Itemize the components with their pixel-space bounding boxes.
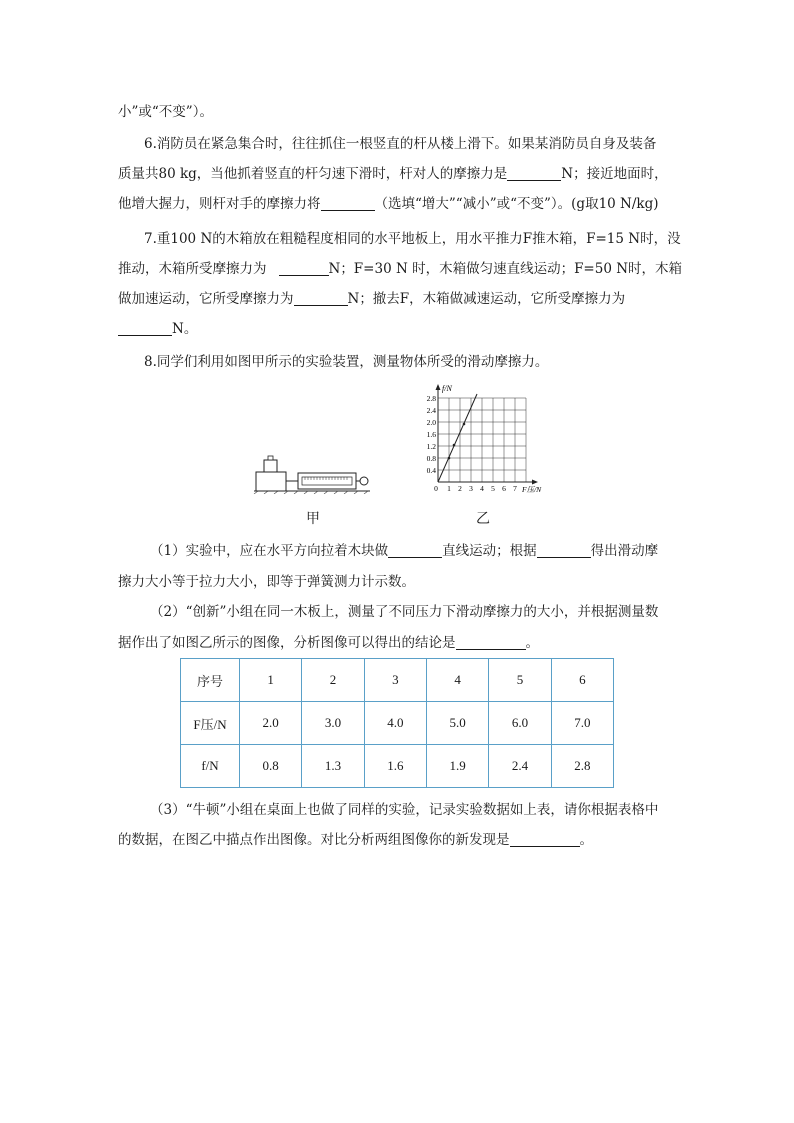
table-cell: 1: [240, 659, 302, 702]
answer-blank[interactable]: [510, 832, 580, 847]
y-tick-label: 0.8: [426, 454, 436, 463]
table-cell: 1.6: [364, 745, 426, 788]
y-tick-label: 1.2: [426, 442, 436, 451]
y-tick-label: 0.4: [426, 466, 436, 475]
q8-part3-line2: 的数据，在图乙中描点作出图像。对比分析两组图像你的新发现是 。: [118, 832, 593, 848]
data-point: [463, 423, 466, 426]
table-cell: 5.0: [426, 702, 488, 745]
x-tick-label: 5: [491, 484, 495, 493]
answer-blank[interactable]: [507, 166, 561, 181]
table-cell: 3: [364, 659, 426, 702]
q8-part1-line2: 擦力大小等于拉力大小，即等于弹簧测力计示数。: [118, 574, 415, 590]
data-point: [453, 444, 456, 447]
table-cell: 1.9: [426, 745, 488, 788]
q5-tail: 小”或“不变”）。: [118, 104, 213, 120]
answer-blank[interactable]: [321, 196, 375, 211]
q8-intro: 8.同学们利用如图甲所示的实验装置，测量物体所受的滑动摩擦力。: [144, 354, 549, 370]
table-row: [181, 745, 614, 788]
x-axis-label: F压/N: [522, 485, 542, 494]
q6-line2: 质量共80 kg，当他抓着竖直的杆匀速下滑时，杆对人的摩擦力是 N；接近地面时，: [118, 166, 668, 182]
caption-jia: 甲: [306, 511, 320, 527]
table-cell: 6.0: [489, 702, 551, 745]
table-row: [181, 659, 614, 702]
table-row: [181, 702, 614, 745]
q6-line1: 6.消防员在紧急集合时，往往抓住一根竖直的杆从楼上滑下。如果某消防员自身及装备: [144, 136, 657, 152]
table-cell: 1.3: [302, 745, 364, 788]
x-tick-label: 6: [502, 484, 506, 493]
friction-graph: [418, 382, 552, 496]
x-tick-label: 2: [458, 484, 462, 493]
table-cell: 2.4: [489, 745, 551, 788]
table-cell: 2: [302, 659, 364, 702]
answer-blank[interactable]: [279, 261, 329, 276]
table-cell: 7.0: [551, 702, 613, 745]
x-tick-label: 1: [447, 484, 451, 493]
table-cell: 6: [551, 659, 613, 702]
caption-yi: 乙: [476, 511, 490, 527]
x-tick-label: 0: [434, 484, 438, 493]
y-tick-label: 2.4: [426, 406, 436, 415]
q8-part3-line1: （3）“牛顿”小组在桌面上也做了同样的实验，记录实验数据如上表，请你根据表格中: [150, 802, 659, 818]
y-tick-label: 2.0: [426, 418, 436, 427]
y-axis-arrow: [436, 384, 441, 390]
q7-line3: 做加速运动，它所受摩擦力为 N；撤去F，木箱做减速运动，它所受摩擦力为: [118, 291, 626, 307]
answer-blank[interactable]: [388, 543, 442, 558]
q6-line3: 他增大握力，则杆对手的摩擦力将 （选填“增大”“减小”或“不变”）。(g取10 N/kg): [118, 196, 659, 212]
table-cell: 2.8: [551, 745, 613, 788]
table-cell: 4: [426, 659, 488, 702]
y-tick-label: 2.8: [426, 394, 436, 403]
x-tick-label: 4: [480, 484, 484, 493]
table-cell: 4.0: [364, 702, 426, 745]
q7-line1: 7.重100 N的木箱放在粗糙程度相同的水平地板上，用水平推力F推木箱，F=15 N时，没: [144, 231, 681, 247]
q7-line4: N。: [118, 319, 197, 339]
x-tick-label: 3: [469, 484, 473, 493]
table-head-pressure: F压/N: [181, 702, 240, 745]
q7-line2: 推动，木箱所受摩擦力为 N；F=30 N 时，木箱做匀速直线运动；F=50 N时，木箱: [118, 261, 683, 277]
y-tick-label: 1.6: [426, 430, 436, 439]
table-head-friction: f/N: [181, 745, 240, 788]
data-table: [180, 658, 614, 788]
q8-part2-line1: （2）“创新”小组在同一木板上，测量了不同压力下滑动摩擦力的大小，并根据测量数: [150, 604, 659, 620]
q8-part1-line1: （1）实验中，应在水平方向拉着木块做 直线运动；根据 得出滑动摩: [150, 543, 659, 559]
x-axis-arrow: [532, 480, 538, 485]
table-cell: 3.0: [302, 702, 364, 745]
answer-blank[interactable]: [537, 543, 591, 558]
table-cell: 5: [489, 659, 551, 702]
table-head-index: 序号: [181, 659, 240, 702]
apparatus-figure: [252, 450, 372, 494]
data-point: [448, 457, 451, 460]
answer-blank[interactable]: [294, 291, 348, 306]
table-cell: 2.0: [240, 702, 302, 745]
answer-blank[interactable]: [118, 321, 172, 336]
q8-part2-line2: 据作出了如图乙所示的图像，分析图像可以得出的结论是 。: [118, 635, 539, 651]
y-axis-label: f/N: [442, 384, 452, 393]
table-cell: 0.8: [240, 745, 302, 788]
answer-blank[interactable]: [456, 635, 526, 650]
x-tick-label: 7: [513, 484, 517, 493]
